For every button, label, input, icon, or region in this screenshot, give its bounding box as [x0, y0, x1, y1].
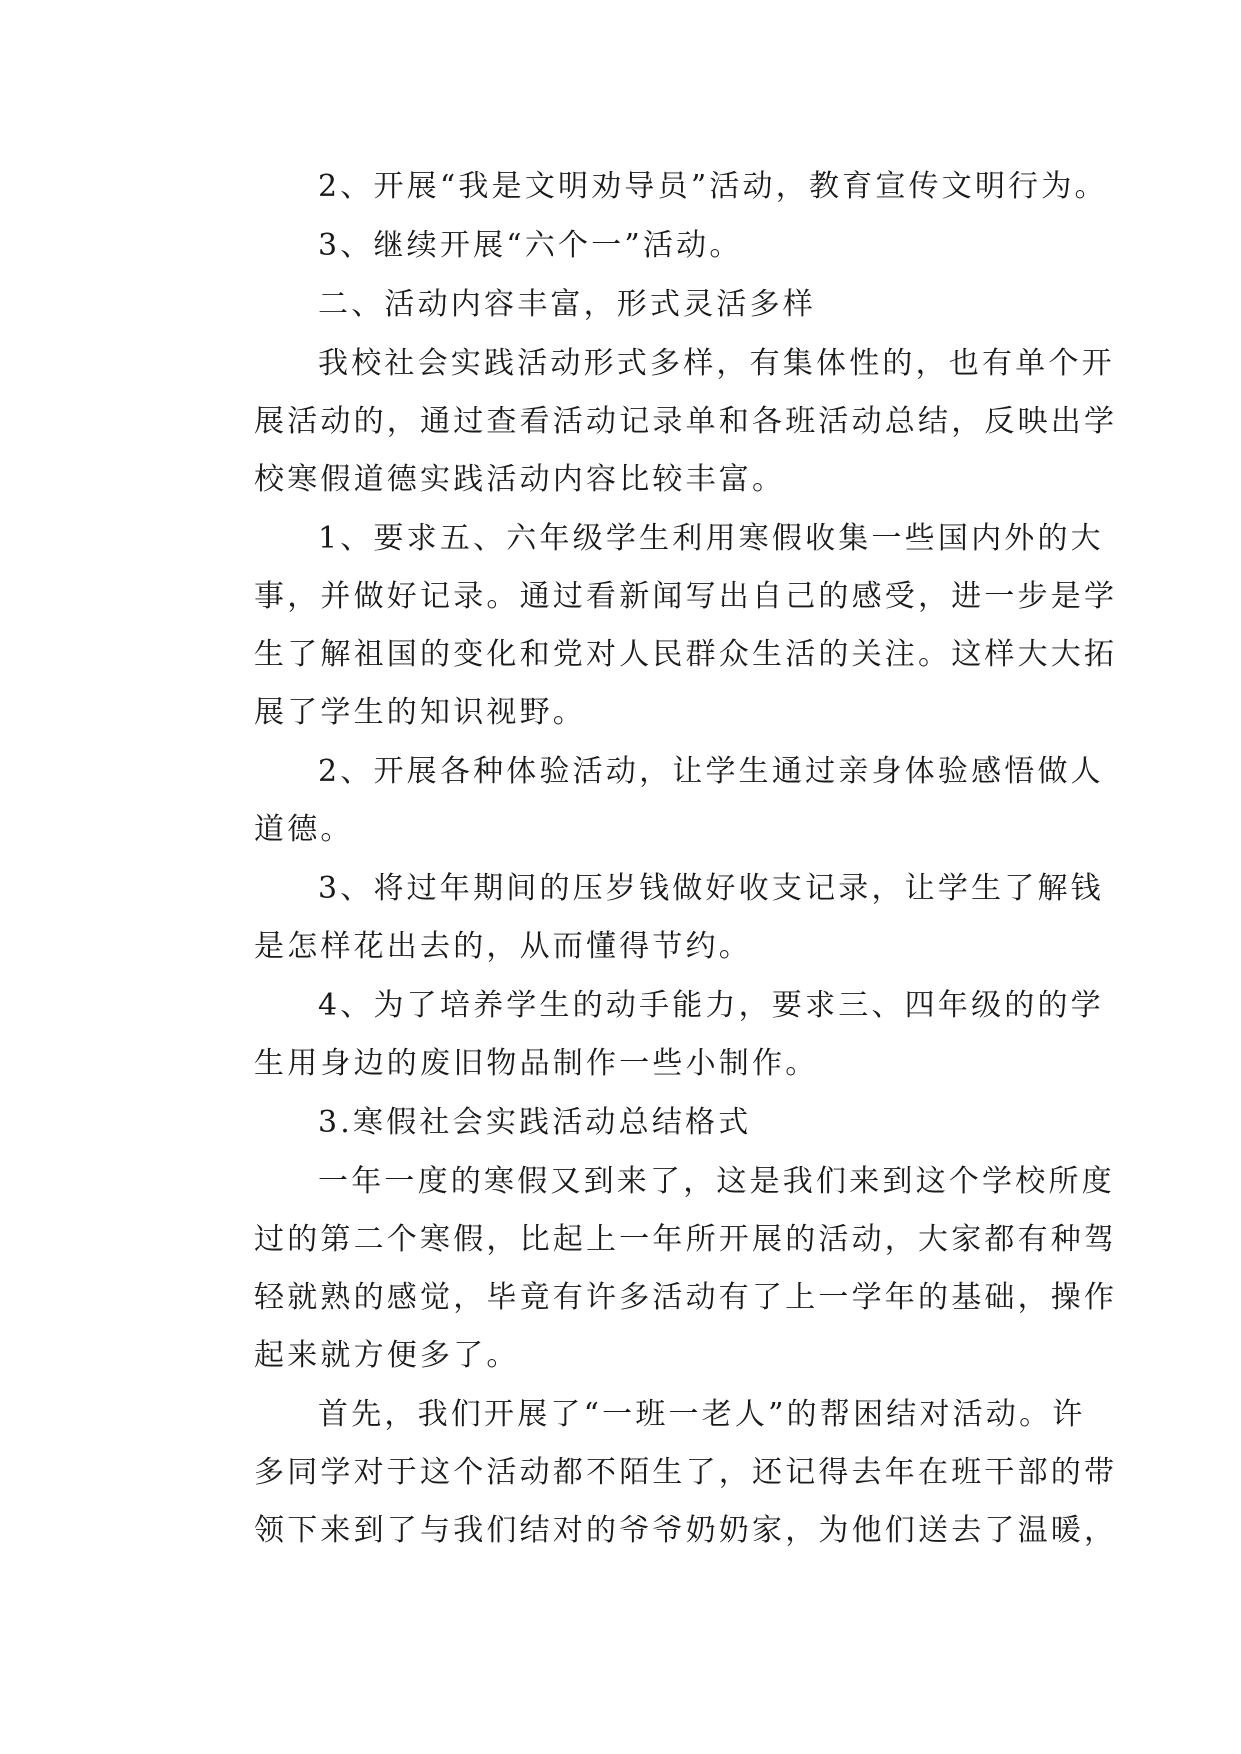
- text-line: 二、活动内容丰富，形式灵活多样: [318, 287, 816, 322]
- text-line: 首先，我们开展了“一班一老人”的帮困结对活动。许: [318, 1397, 1086, 1432]
- paragraph: [190, 217, 1060, 275]
- paragraph: [190, 1386, 1118, 1560]
- text-line: 1、要求五、六年级学生利用寒假收集一些国内外的大: [318, 521, 1104, 556]
- text-line: 3、继续开展“六个一”活动。: [318, 228, 743, 263]
- text-line: 4、为了培养学生的动手能力，要求三、四年级的的学: [318, 988, 1104, 1023]
- text-line: 轻就熟的感觉，毕竟有许多活动有了上一学年的基础，操作: [254, 1280, 1118, 1315]
- text-line: 我校社会实践活动形式多样，有集体性的，也有单个开: [318, 346, 1115, 381]
- section-heading: [190, 276, 1060, 334]
- text-line: 多同学对于这个活动都不陌生了，还记得去年在班干部的带: [254, 1455, 1118, 1490]
- text-line: 领下来到了与我们结对的爷爷奶奶家，为他们送去了温暖，: [254, 1513, 1118, 1548]
- text-line: 是怎样花出去的，从而懂得节约。: [254, 929, 752, 964]
- text-line: 校寒假道德实践活动内容比较丰富。: [254, 462, 786, 497]
- section-heading: [190, 1094, 1060, 1152]
- text-line: 2、开展各种体验活动，让学生通过亲身体验感悟做人: [318, 754, 1104, 789]
- text-line: 生了解祖国的变化和党对人民群众生活的关注。这样大大拓: [254, 637, 1118, 672]
- paragraph: [190, 510, 1118, 742]
- text-line: 生用身边的废旧物品制作一些小制作。: [254, 1046, 819, 1081]
- paragraph: [190, 860, 1104, 976]
- text-line: 展了学生的知识视野。: [254, 695, 586, 730]
- text-line: 展活动的，通过查看活动记录单和各班活动总结，反映出学: [254, 404, 1118, 439]
- paragraph: [190, 977, 1104, 1093]
- text-line: 道德。: [254, 812, 354, 847]
- paragraph: [190, 158, 1108, 216]
- text-line: 起来就方便多了。: [254, 1338, 520, 1373]
- paragraph: [190, 743, 1104, 859]
- text-line: 3.寒假社会实践活动总结格式: [318, 1105, 752, 1140]
- text-line: 3、将过年期间的压岁钱做好收支记录，让学生了解钱: [318, 871, 1104, 906]
- text-line: 2、开展“我是文明劝导员”活动，教育宣传文明行为。: [318, 169, 1108, 204]
- paragraph: [190, 1153, 1118, 1385]
- document-body: [190, 158, 1118, 1560]
- text-line: 事，并做好记录。通过看新闻写出自己的感受，进一步是学: [254, 579, 1118, 614]
- text-line: 过的第二个寒假，比起上一年所开展的活动，大家都有种驾: [254, 1222, 1118, 1257]
- paragraph: [190, 335, 1118, 509]
- text-line: 一年一度的寒假又到来了，这是我们来到这个学校所度: [318, 1164, 1115, 1199]
